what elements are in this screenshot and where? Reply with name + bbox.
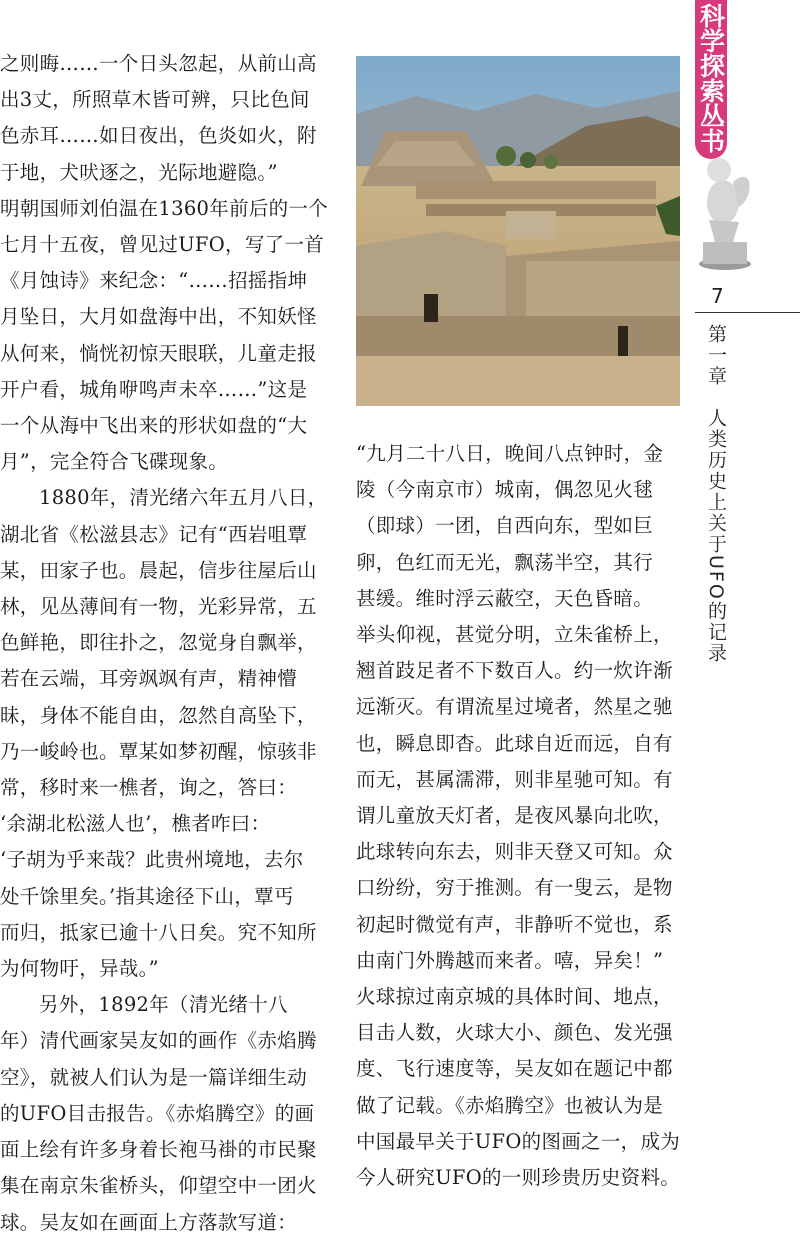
chapter-title: 第一章 人类历史上关于UFO的记录 [705, 324, 727, 664]
divider [695, 312, 800, 313]
paragraph: 之则晦……一个日头忽起，从前山高 出3丈，所照草木皆可辨，只比色间 色赤耳……如日夜出，色炎如火，附 于地，犬吠逐之，光际地避隐。” 明朝国师刘伯温在1360年前后的一个 七月十五夜，曾见过UFO，写了一首 《月蚀诗》来纪念：“……招摇指坤 月坠日，大月如盘海中出，不知妖怪 从何来，惝恍初惊天眼联，儿童走报 开户看，城角咿鸣声未卒……”这是 一个从海中飞出来的形状如盘的“大 月”，完全符合飞碟现象。 [0, 52, 329, 474]
paragraph: 1880年，清光绪六年五月八日， 湖北省《松滋县志》记有“西岩咀覃 某，田家子也。晨起，信步往屋后山 林，见丛薄间有一物，光彩异常，五 色鲜艳，即往扑之，忽觉身自飘举， 若在云端，耳旁飒飒有声，精神懵 昧，身体不能自由，忽然自高坠下， 乃一峻岭也。覃某如梦初醒，惊骇非 常，移时来一樵者，询之，答曰： ‘余湖北松滋人也’，樵者咋曰： ‘子胡为乎来哉？此贵州境地，去尔 处千馀里矣。’指其途径下山，覃丐 而归，抵家已逾十八日矣。究不知所 为何物吁，异哉。” [0, 486, 328, 981]
right-text-column [356, 436, 684, 1196]
paragraph: 另外，1892年（清光绪十八 年）清代画家吴友如的画作《赤焰腾 空》，就被人们认为是一篇详细生动 的UFO目击报告。《赤焰腾空》的画 面上绘有许多身着长袍马褂的市民聚 集在南京朱雀桥头，仰望空中一团火 球。吴友如在画面上方落款写道： [0, 993, 317, 1234]
cherub-statue-icon [695, 142, 753, 272]
page-sidebar [695, 0, 800, 1100]
series-title: 科学探索丛书 [696, 3, 726, 153]
series-banner [695, 0, 727, 159]
ruins-photo [356, 56, 680, 406]
paragraph: “九月二十八日，晚间八点钟时，金 陵（今南京市）城南，偶忽见火毬 （即球）一团，自西向东，型如巨 卵，色红而无光，飘荡半空，其行 甚缓。维时浮云蔽空，天色昏暗。 举头仰视，甚觉分明，立朱雀桥上， 翘首跂足者不下数百人。约一炊许渐 远渐灭。有谓流星过境者，然星之驰 也，瞬息即杳。此球自近而远，自有 而无，甚属濡滞，则非星驰可知。有 谓儿童放天灯者，是夜风暴向北吹， 此球转向东去，则非天登又可知。众 口纷纷，穷于推测。有一叟云，是物 初起时微觉有声，非静听不觉也，系 由南门外腾越而来者。嘻，异矣！” 火球掠过南京城的具体时间、地点， 目击人数，火球大小、颜色、发光强 度、飞行速度等，吴友如在题记中都 做了记载。《赤焰腾空》也被认为是 中国最早关于UFO的图画之一，成为 今人研究UFO的一则珍贵历史资料。 [356, 442, 681, 1190]
left-text-column [0, 46, 330, 1241]
page-number: 7 [711, 284, 724, 308]
